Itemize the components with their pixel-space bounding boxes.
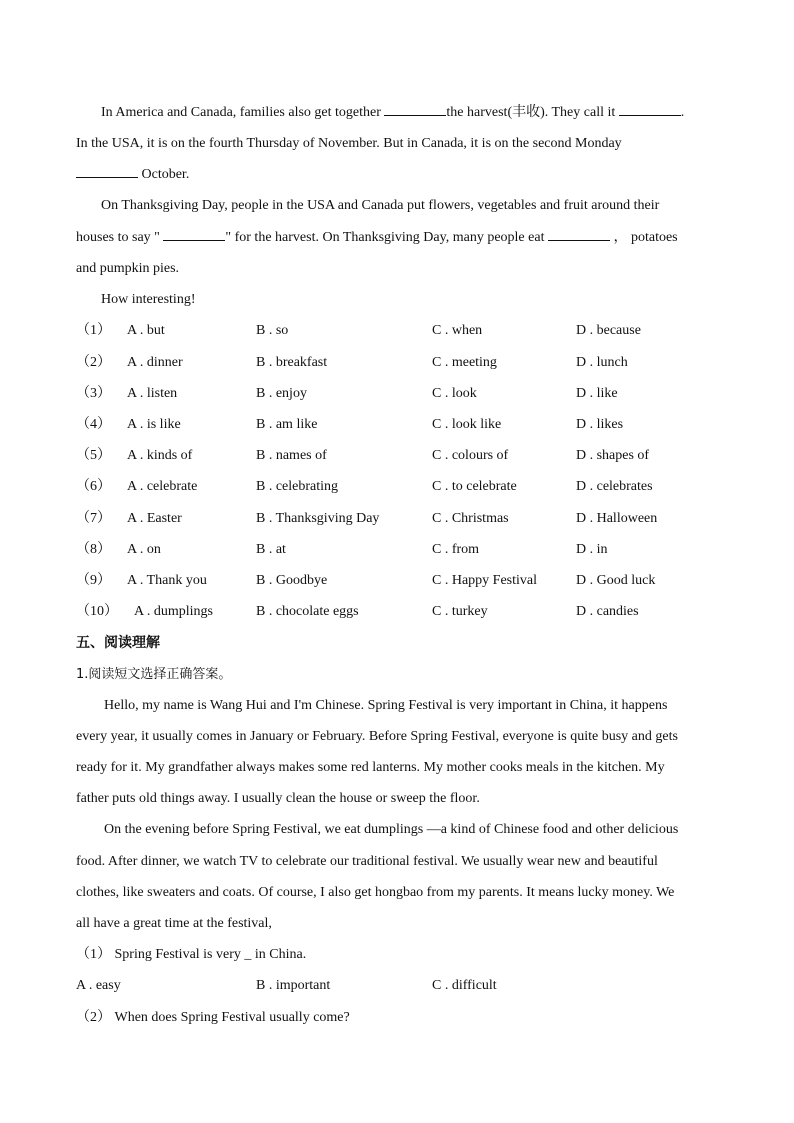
- question-row: [76, 347, 726, 378]
- option-d[interactable]: D . lunch: [576, 355, 628, 370]
- option-b[interactable]: B . so: [256, 323, 289, 338]
- option-d[interactable]: D . celebrates: [576, 479, 653, 494]
- passage-line: all have a great time at the festival,: [76, 916, 272, 931]
- question-options: [76, 970, 726, 1001]
- option-a[interactable]: A . listen: [127, 386, 178, 401]
- option-d[interactable]: D . because: [576, 323, 641, 338]
- question-number: （5）: [76, 448, 111, 463]
- question-number: （8）: [76, 542, 111, 557]
- passage-line: ready for it. My grandfather always makes some red lanterns. My mother cooks meals in the kitchen. My: [76, 760, 665, 775]
- passage-line: father puts old things away. I usually clean the house or sweep the floor.: [76, 791, 480, 806]
- option-a[interactable]: A . on: [127, 542, 161, 557]
- passage-line: food. After dinner, we watch TV to celebrate our traditional festival. We usually wear new and beautiful: [76, 854, 658, 869]
- option-b[interactable]: B . celebrating: [256, 479, 339, 494]
- question-number: （1）: [76, 323, 111, 338]
- option-c[interactable]: C . look like: [432, 417, 502, 432]
- question-row: [76, 503, 726, 534]
- option-b[interactable]: B . at: [256, 542, 286, 557]
- passage-line: In the USA, it is on the fourth Thursday of November. But in Canada, it is on the second Monday: [76, 136, 622, 151]
- option-c[interactable]: C . meeting: [432, 355, 497, 370]
- option-c[interactable]: C . Happy Festival: [432, 573, 537, 588]
- option-c[interactable]: C . turkey: [432, 604, 488, 619]
- option-b[interactable]: B . Thanksgiving Day: [256, 511, 380, 526]
- option-a[interactable]: A . Easter: [127, 511, 182, 526]
- question-row: [76, 378, 726, 409]
- passage-line: In America and Canada, families also get together the harvest(丰收). They call it .: [76, 97, 737, 128]
- passage-line: and pumpkin pies.: [76, 261, 180, 276]
- question-number: （7）: [76, 511, 111, 526]
- option-d[interactable]: D . Halloween: [576, 511, 658, 526]
- option-d[interactable]: D . in: [576, 542, 608, 557]
- option-a[interactable]: A . kinds of: [127, 448, 193, 463]
- question-number: （10）: [76, 604, 118, 619]
- question-row: [76, 596, 726, 627]
- question-number: （6）: [76, 479, 111, 494]
- answer-blank[interactable]: [163, 224, 225, 241]
- option-d[interactable]: D . shapes of: [576, 448, 650, 463]
- option-a[interactable]: A . is like: [127, 417, 181, 432]
- option-b[interactable]: B . enjoy: [256, 386, 307, 401]
- option-a[interactable]: A . dumplings: [134, 604, 213, 619]
- question-row: [76, 409, 726, 440]
- option-a[interactable]: A . easy: [76, 978, 121, 993]
- option-d[interactable]: D . likes: [576, 417, 624, 432]
- option-c[interactable]: C . from: [432, 542, 480, 557]
- option-d[interactable]: D . like: [576, 386, 618, 401]
- question-number: （2）: [76, 355, 111, 370]
- passage-line: October.: [76, 159, 712, 190]
- answer-blank[interactable]: [76, 161, 138, 178]
- question-stem: （1） Spring Festival is very _ in China.: [76, 947, 307, 962]
- question-number: （4）: [76, 417, 111, 432]
- option-a[interactable]: A . celebrate: [127, 479, 198, 494]
- option-c[interactable]: C . difficult: [432, 978, 497, 993]
- option-a[interactable]: A . dinner: [127, 355, 183, 370]
- question-row: [76, 534, 726, 565]
- passage-line: houses to say " " for the harvest. On Thanksgiving Day, many people eat ， potatoes: [76, 222, 712, 253]
- section-title: 五、阅读理解: [76, 635, 160, 651]
- option-d[interactable]: D . Good luck: [576, 573, 656, 588]
- option-c[interactable]: C . Christmas: [432, 511, 509, 526]
- passage-line: every year, it usually comes in January or February. Before Spring Festival, everyone is quite busy and gets: [76, 729, 678, 744]
- option-b[interactable]: B . chocolate eggs: [256, 604, 359, 619]
- answer-blank[interactable]: [619, 99, 681, 116]
- passage-line: On the evening before Spring Festival, we eat dumplings —a kind of Chinese food and other delicious: [104, 822, 679, 837]
- question-row: [76, 471, 726, 502]
- option-b[interactable]: B . Goodbye: [256, 573, 328, 588]
- question-number: （3）: [76, 386, 111, 401]
- question-row: [76, 315, 726, 346]
- question-number: （9）: [76, 573, 111, 588]
- option-a[interactable]: A . Thank you: [127, 573, 207, 588]
- answer-blank[interactable]: [384, 99, 446, 116]
- option-b[interactable]: B . important: [256, 978, 331, 993]
- option-c[interactable]: C . when: [432, 323, 483, 338]
- option-c[interactable]: C . colours of: [432, 448, 509, 463]
- option-b[interactable]: B . breakfast: [256, 355, 328, 370]
- option-d[interactable]: D . candies: [576, 604, 639, 619]
- option-c[interactable]: C . to celebrate: [432, 479, 517, 494]
- passage-line: On Thanksgiving Day, people in the USA and Canada put flowers, vegetables and fruit around their: [101, 198, 660, 213]
- section-instruction: 1.阅读短文选择正确答案。: [76, 667, 232, 682]
- passage-line: How interesting!: [101, 292, 196, 307]
- question-row: [76, 440, 726, 471]
- option-c[interactable]: C . look: [432, 386, 477, 401]
- question-stem: （2） When does Spring Festival usually come?: [76, 1010, 350, 1025]
- option-a[interactable]: A . but: [127, 323, 165, 338]
- passage-line: clothes, like sweaters and coats. Of course, I also get hongbao from my parents. It means lucky money. We: [76, 885, 675, 900]
- question-row: [76, 565, 726, 596]
- option-b[interactable]: B . names of: [256, 448, 327, 463]
- option-b[interactable]: B . am like: [256, 417, 318, 432]
- passage-line: Hello, my name is Wang Hui and I'm Chinese. Spring Festival is very important in China, it happens: [104, 698, 668, 713]
- answer-blank[interactable]: [548, 224, 610, 241]
